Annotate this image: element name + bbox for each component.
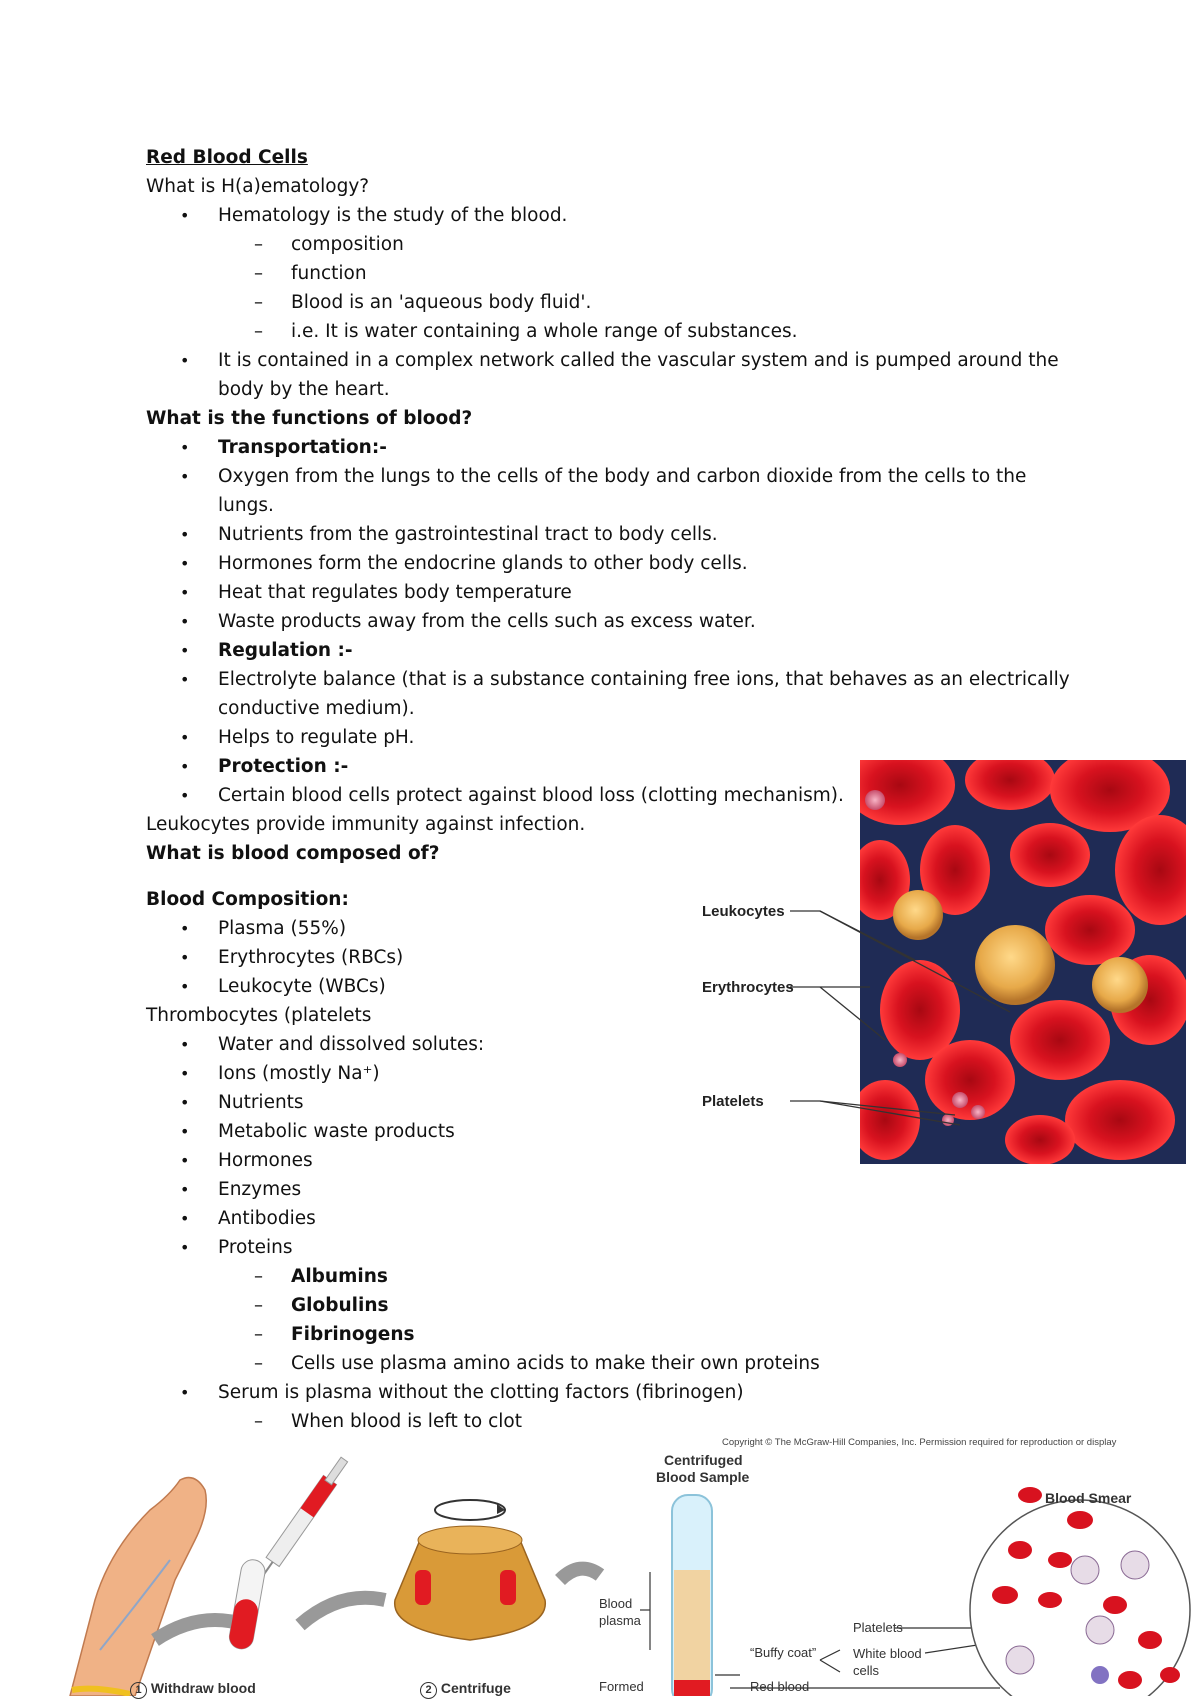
list-item: Electrolyte balance (that is a substance containing free ions, that behaves as an electrically [218, 669, 1070, 690]
bullet-icon: • [180, 351, 190, 370]
list-item: Enzymes [218, 1179, 302, 1200]
list-item: Leukocyte (WBCs) [218, 976, 386, 997]
list-item: i.e. It is water containing a whole range of substances. [291, 321, 798, 342]
dash-icon: – [254, 1295, 263, 1316]
list-item: Erythrocytes (RBCs) [218, 947, 404, 968]
list-item: Globulins [291, 1295, 389, 1316]
list-item-continuation: body by the heart. [218, 379, 390, 400]
list-item-continuation: lungs. [218, 495, 274, 516]
list-item: Hormones form the endocrine glands to other body cells. [218, 553, 748, 574]
step2-label [420, 1680, 511, 1699]
paragraph: Leukocytes provide immunity against infection. [146, 814, 586, 835]
list-item: Nutrients [218, 1092, 304, 1113]
dash-icon: – [254, 263, 263, 284]
list-item-continuation: conductive medium). [218, 698, 415, 719]
list-item: Helps to regulate pH. [218, 727, 415, 748]
bullet-icon: • [180, 1035, 190, 1054]
heading-blood-composed-of: What is blood composed of? [146, 843, 440, 864]
dash-icon: – [254, 1411, 263, 1432]
step1-number-icon: 1 [130, 1682, 147, 1699]
list-item: Ions (mostly Na⁺) [218, 1063, 380, 1084]
bullet-icon: • [180, 1383, 190, 1402]
list-item: Plasma (55%) [218, 918, 347, 939]
bullet-icon: • [180, 919, 190, 938]
plasma-label-line2: plasma [599, 1613, 641, 1628]
list-item: Antibodies [218, 1208, 316, 1229]
list-item: Hematology is the study of the blood. [218, 205, 568, 226]
buffy-coat-label: “Buffy coat” [750, 1645, 817, 1660]
wbc-label-line1: White blood [853, 1646, 922, 1661]
bullet-icon: • [180, 554, 190, 573]
dash-icon: – [254, 234, 263, 255]
bullet-icon: • [180, 1180, 190, 1199]
bullet-icon: • [180, 670, 190, 689]
list-item: Waste products away from the cells such as excess water. [218, 611, 756, 632]
centrifuge-diagram [0, 1450, 1200, 1696]
bullet-icon: • [180, 438, 190, 457]
smear-title: Blood Smear [1045, 1490, 1132, 1506]
list-item: Fibrinogens [291, 1324, 415, 1345]
heading-functions-of-blood: What is the functions of blood? [146, 408, 473, 429]
list-item: function [291, 263, 367, 284]
list-item: It is contained in a complex network called the vascular system and is pumped around the [218, 350, 1059, 371]
step2-number-icon: 2 [420, 1682, 437, 1699]
paragraph: Thrombocytes (platelets [146, 1005, 372, 1026]
list-item: Cells use plasma amino acids to make their own proteins [291, 1353, 820, 1374]
bullet-icon: • [180, 1093, 190, 1112]
bullet-icon: • [180, 977, 190, 996]
list-item: Nutrients from the gastrointestinal tract to body cells. [218, 524, 718, 545]
list-item: Blood is an 'aqueous body fluid'. [291, 292, 592, 313]
list-item: Transportation:- [218, 437, 387, 458]
bullet-icon: • [180, 612, 190, 631]
dash-icon: – [254, 1266, 263, 1287]
bullet-icon: • [180, 467, 190, 486]
list-item: Oxygen from the lungs to the cells of the body and carbon dioxide from the cells to the [218, 466, 1027, 487]
formed-label: Formed [599, 1679, 644, 1694]
bullet-icon: • [180, 206, 190, 225]
heading-blood-composition: Blood Composition: [146, 889, 349, 910]
bullet-icon: • [180, 1151, 190, 1170]
dash-icon: – [254, 321, 263, 342]
list-item: Metabolic waste products [218, 1121, 455, 1142]
step1-text: Withdraw blood [150, 1680, 256, 1696]
list-item: Certain blood cells protect against blood loss (clotting mechanism). [218, 785, 844, 806]
dash-icon: – [254, 1353, 263, 1374]
copyright-notice: Copyright © The McGraw-Hill Companies, Inc. Permission required for reproduction or display [722, 1437, 1117, 1448]
list-item: Serum is plasma without the clotting factors (fibrinogen) [218, 1382, 744, 1403]
page-title: Red Blood Cells [146, 147, 308, 168]
rbc-label: Red blood [750, 1679, 810, 1694]
dash-icon: – [254, 1324, 263, 1345]
list-item: Proteins [218, 1237, 293, 1258]
leukocytes-label: Leukocytes [702, 903, 785, 920]
list-item: When blood is left to clot [291, 1411, 522, 1432]
bullet-icon: • [180, 1122, 190, 1141]
bullet-icon: • [180, 583, 190, 602]
platelets-smear-label: Platelets [853, 1620, 903, 1635]
heading-what-is-hematology: What is H(a)ematology? [146, 176, 370, 197]
bullet-icon: • [180, 525, 190, 544]
bullet-icon: • [180, 1209, 190, 1228]
wbc-label-line2: cells [853, 1663, 880, 1678]
sample-title-line1: Centrifuged [664, 1452, 743, 1468]
dash-icon: – [254, 292, 263, 313]
bullet-icon: • [180, 728, 190, 747]
list-item: composition [291, 234, 404, 255]
platelets-label: Platelets [702, 1093, 764, 1110]
step1-label [130, 1680, 256, 1699]
erythrocytes-label: Erythrocytes [702, 979, 794, 996]
sample-title-line2: Blood Sample [656, 1469, 750, 1485]
bullet-icon: • [180, 757, 190, 776]
list-item: Water and dissolved solutes: [218, 1034, 485, 1055]
step2-text: Centrifuge [440, 1680, 511, 1696]
plasma-label-line1: Blood [599, 1596, 633, 1611]
bullet-icon: • [180, 1238, 190, 1257]
bullet-icon: • [180, 786, 190, 805]
list-item: Hormones [218, 1150, 313, 1171]
bullet-icon: • [180, 1064, 190, 1083]
list-item: Heat that regulates body temperature [218, 582, 572, 603]
list-item: Albumins [291, 1266, 388, 1287]
list-item: Regulation :- [218, 640, 353, 661]
bullet-icon: • [180, 948, 190, 967]
list-item: Protection :- [218, 756, 349, 777]
figure-leader-lines [790, 900, 1120, 1140]
bullet-icon: • [180, 641, 190, 660]
